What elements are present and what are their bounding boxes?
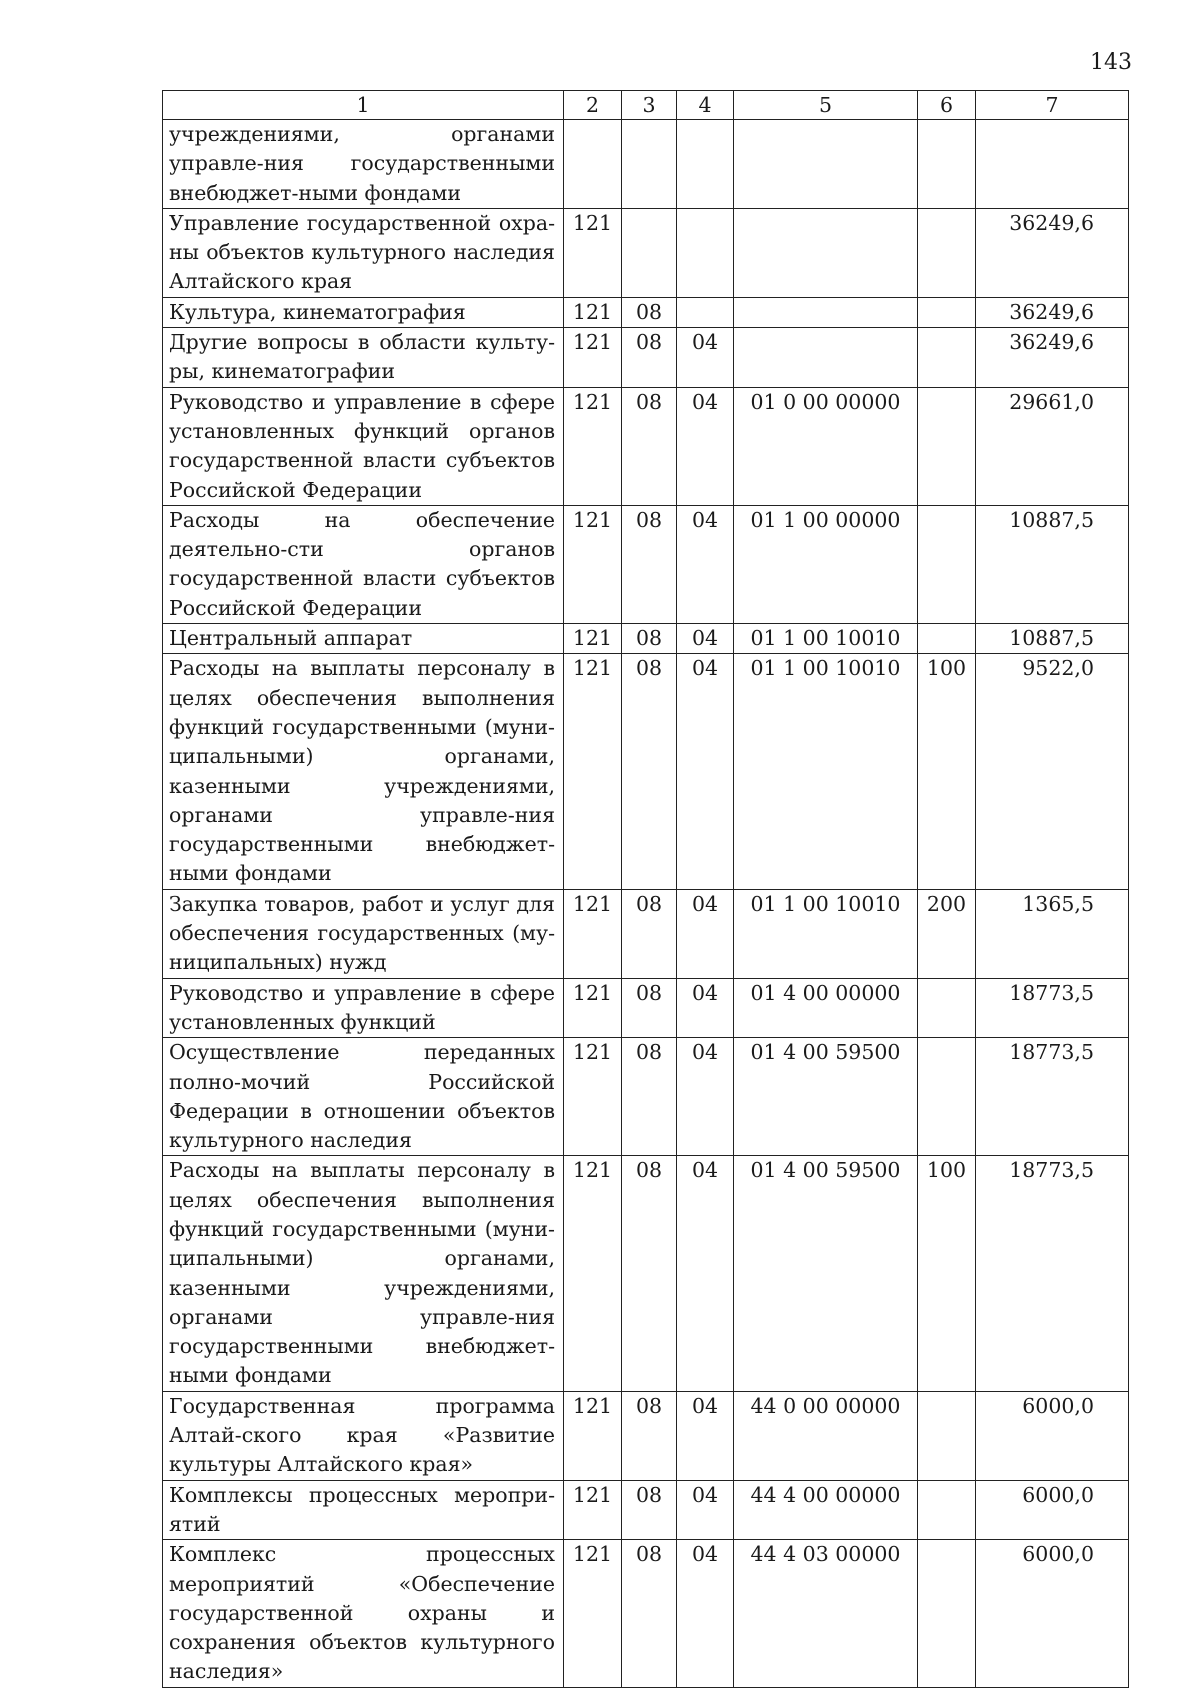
row-name-cell: Управление государственной охра-ны объектов культурного наследия Алтайского края bbox=[163, 208, 564, 297]
row-ministry-code-cell: 121 bbox=[564, 978, 622, 1038]
row-section-code-cell bbox=[622, 208, 677, 297]
row-name-cell: Комплекс процессных мероприятий «Обеспечение государственной охраны и сохранения объектов культурного наследия» bbox=[163, 1540, 564, 1687]
row-section-code-cell: 08 bbox=[622, 978, 677, 1038]
row-subsection-code-cell bbox=[677, 208, 734, 297]
row-expense-type-cell: 100 bbox=[918, 654, 976, 889]
row-section-code-cell: 08 bbox=[622, 1480, 677, 1540]
row-amount-cell: 18773,5 bbox=[976, 1038, 1129, 1156]
table-row bbox=[163, 297, 1129, 327]
table-row bbox=[163, 1156, 1129, 1391]
row-ministry-code-cell: 121 bbox=[564, 1480, 622, 1540]
row-ministry-code-cell: 121 bbox=[564, 505, 622, 623]
row-section-code-cell: 08 bbox=[622, 387, 677, 505]
table-row bbox=[163, 889, 1129, 978]
row-amount-cell: 29661,0 bbox=[976, 387, 1129, 505]
row-ministry-code-cell: 121 bbox=[564, 297, 622, 327]
row-expense-type-cell bbox=[918, 297, 976, 327]
row-ministry-code-cell bbox=[564, 120, 622, 209]
row-target-article-cell: 44 0 00 00000 bbox=[734, 1391, 918, 1480]
row-ministry-code-cell: 121 bbox=[564, 1540, 622, 1687]
header-row bbox=[163, 91, 1129, 120]
row-target-article-cell: 01 1 00 00000 bbox=[734, 505, 918, 623]
row-expense-type-cell bbox=[918, 978, 976, 1038]
row-ministry-code-cell: 121 bbox=[564, 387, 622, 505]
row-expense-type-cell bbox=[918, 328, 976, 388]
table-row bbox=[163, 654, 1129, 889]
row-amount-cell: 36249,6 bbox=[976, 208, 1129, 297]
row-section-code-cell: 08 bbox=[622, 624, 677, 654]
row-expense-type-cell bbox=[918, 1391, 976, 1480]
budget-table bbox=[162, 90, 1129, 1688]
column-header-2: 2 bbox=[564, 91, 622, 120]
row-subsection-code-cell: 04 bbox=[677, 654, 734, 889]
row-target-article-cell: 01 1 00 10010 bbox=[734, 889, 918, 978]
row-name-cell: Государственная программа Алтай-ского края «Развитие культуры Алтайского края» bbox=[163, 1391, 564, 1480]
row-subsection-code-cell: 04 bbox=[677, 1540, 734, 1687]
row-target-article-cell bbox=[734, 328, 918, 388]
row-ministry-code-cell: 121 bbox=[564, 654, 622, 889]
row-subsection-code-cell: 04 bbox=[677, 889, 734, 978]
column-header-4: 4 bbox=[677, 91, 734, 120]
table-body bbox=[163, 120, 1129, 1688]
row-name-cell: Другие вопросы в области культу-ры, кинематографии bbox=[163, 328, 564, 388]
row-target-article-cell: 01 0 00 00000 bbox=[734, 387, 918, 505]
column-header-3: 3 bbox=[622, 91, 677, 120]
row-expense-type-cell: 200 bbox=[918, 889, 976, 978]
row-amount-cell: 10887,5 bbox=[976, 505, 1129, 623]
row-expense-type-cell bbox=[918, 505, 976, 623]
row-subsection-code-cell: 04 bbox=[677, 1480, 734, 1540]
row-section-code-cell bbox=[622, 120, 677, 209]
row-ministry-code-cell: 121 bbox=[564, 1391, 622, 1480]
row-section-code-cell: 08 bbox=[622, 889, 677, 978]
row-ministry-code-cell: 121 bbox=[564, 208, 622, 297]
row-subsection-code-cell: 04 bbox=[677, 328, 734, 388]
row-target-article-cell bbox=[734, 208, 918, 297]
column-header-7: 7 bbox=[976, 91, 1129, 120]
table-row bbox=[163, 624, 1129, 654]
row-expense-type-cell bbox=[918, 1038, 976, 1156]
page-number: 143 bbox=[1090, 50, 1132, 75]
row-name-cell: Закупка товаров, работ и услуг для обеспечения государственных (му-ниципальных) нужд bbox=[163, 889, 564, 978]
row-name-cell: Руководство и управление в сфере установленных функций bbox=[163, 978, 564, 1038]
row-target-article-cell: 01 1 00 10010 bbox=[734, 624, 918, 654]
row-section-code-cell: 08 bbox=[622, 1540, 677, 1687]
row-subsection-code-cell: 04 bbox=[677, 505, 734, 623]
row-target-article-cell: 01 1 00 10010 bbox=[734, 654, 918, 889]
row-expense-type-cell bbox=[918, 1540, 976, 1687]
row-subsection-code-cell bbox=[677, 120, 734, 209]
row-amount-cell: 10887,5 bbox=[976, 624, 1129, 654]
row-name-cell: Комплексы процессных меропри-ятий bbox=[163, 1480, 564, 1540]
row-expense-type-cell bbox=[918, 120, 976, 209]
row-ministry-code-cell: 121 bbox=[564, 1156, 622, 1391]
row-amount-cell: 18773,5 bbox=[976, 978, 1129, 1038]
row-expense-type-cell bbox=[918, 624, 976, 654]
table-row bbox=[163, 1391, 1129, 1480]
table-header bbox=[163, 91, 1129, 120]
row-target-article-cell: 01 4 00 00000 bbox=[734, 978, 918, 1038]
row-section-code-cell: 08 bbox=[622, 505, 677, 623]
column-header-6: 6 bbox=[918, 91, 976, 120]
row-name-cell: учреждениями, органами управле-ния государственными внебюджет-ными фондами bbox=[163, 120, 564, 209]
row-name-cell: Расходы на выплаты персоналу в целях обеспечения выполнения функций государственными (муни-ципальными) органами, казенными учреждениями, органами управле-ния государственными внебюджет-ными фондами bbox=[163, 1156, 564, 1391]
row-subsection-code-cell: 04 bbox=[677, 978, 734, 1038]
row-ministry-code-cell: 121 bbox=[564, 1038, 622, 1156]
row-name-cell: Расходы на обеспечение деятельно-сти органов государственной власти субъектов Российской Федерации bbox=[163, 505, 564, 623]
row-section-code-cell: 08 bbox=[622, 328, 677, 388]
table-row bbox=[163, 505, 1129, 623]
row-subsection-code-cell bbox=[677, 297, 734, 327]
row-amount-cell bbox=[976, 120, 1129, 209]
table-row bbox=[163, 328, 1129, 388]
table-row bbox=[163, 1540, 1129, 1687]
row-name-cell: Культура, кинематография bbox=[163, 297, 564, 327]
row-subsection-code-cell: 04 bbox=[677, 1156, 734, 1391]
row-name-cell: Расходы на выплаты персоналу в целях обеспечения выполнения функций государственными (муни-ципальными) органами, казенными учреждениями, органами управле-ния государственными внебюджет-ными фондами bbox=[163, 654, 564, 889]
column-header-5: 5 bbox=[734, 91, 918, 120]
row-expense-type-cell bbox=[918, 387, 976, 505]
table-row bbox=[163, 208, 1129, 297]
row-amount-cell: 1365,5 bbox=[976, 889, 1129, 978]
row-target-article-cell: 01 4 00 59500 bbox=[734, 1038, 918, 1156]
row-target-article-cell: 44 4 03 00000 bbox=[734, 1540, 918, 1687]
column-header-1: 1 bbox=[163, 91, 564, 120]
row-ministry-code-cell: 121 bbox=[564, 624, 622, 654]
row-subsection-code-cell: 04 bbox=[677, 1038, 734, 1156]
row-target-article-cell bbox=[734, 120, 918, 209]
table-row bbox=[163, 1480, 1129, 1540]
row-amount-cell: 18773,5 bbox=[976, 1156, 1129, 1391]
table-row bbox=[163, 387, 1129, 505]
row-expense-type-cell: 100 bbox=[918, 1156, 976, 1391]
row-amount-cell: 36249,6 bbox=[976, 297, 1129, 327]
row-section-code-cell: 08 bbox=[622, 297, 677, 327]
row-target-article-cell: 44 4 00 00000 bbox=[734, 1480, 918, 1540]
row-target-article-cell: 01 4 00 59500 bbox=[734, 1156, 918, 1391]
row-section-code-cell: 08 bbox=[622, 1156, 677, 1391]
table-row bbox=[163, 1038, 1129, 1156]
row-subsection-code-cell: 04 bbox=[677, 624, 734, 654]
row-amount-cell: 6000,0 bbox=[976, 1391, 1129, 1480]
row-ministry-code-cell: 121 bbox=[564, 328, 622, 388]
row-section-code-cell: 08 bbox=[622, 1391, 677, 1480]
row-section-code-cell: 08 bbox=[622, 1038, 677, 1156]
row-expense-type-cell bbox=[918, 208, 976, 297]
row-section-code-cell: 08 bbox=[622, 654, 677, 889]
row-target-article-cell bbox=[734, 297, 918, 327]
row-amount-cell: 36249,6 bbox=[976, 328, 1129, 388]
row-name-cell: Осуществление переданных полно-мочий Российской Федерации в отношении объектов культурного наследия bbox=[163, 1038, 564, 1156]
table-row bbox=[163, 120, 1129, 209]
row-name-cell: Центральный аппарат bbox=[163, 624, 564, 654]
row-name-cell: Руководство и управление в сфере установленных функций органов государственной власти субъектов Российской Федерации bbox=[163, 387, 564, 505]
row-ministry-code-cell: 121 bbox=[564, 889, 622, 978]
row-amount-cell: 6000,0 bbox=[976, 1480, 1129, 1540]
row-expense-type-cell bbox=[918, 1480, 976, 1540]
row-subsection-code-cell: 04 bbox=[677, 387, 734, 505]
row-subsection-code-cell: 04 bbox=[677, 1391, 734, 1480]
row-amount-cell: 6000,0 bbox=[976, 1540, 1129, 1687]
table-row bbox=[163, 978, 1129, 1038]
row-amount-cell: 9522,0 bbox=[976, 654, 1129, 889]
